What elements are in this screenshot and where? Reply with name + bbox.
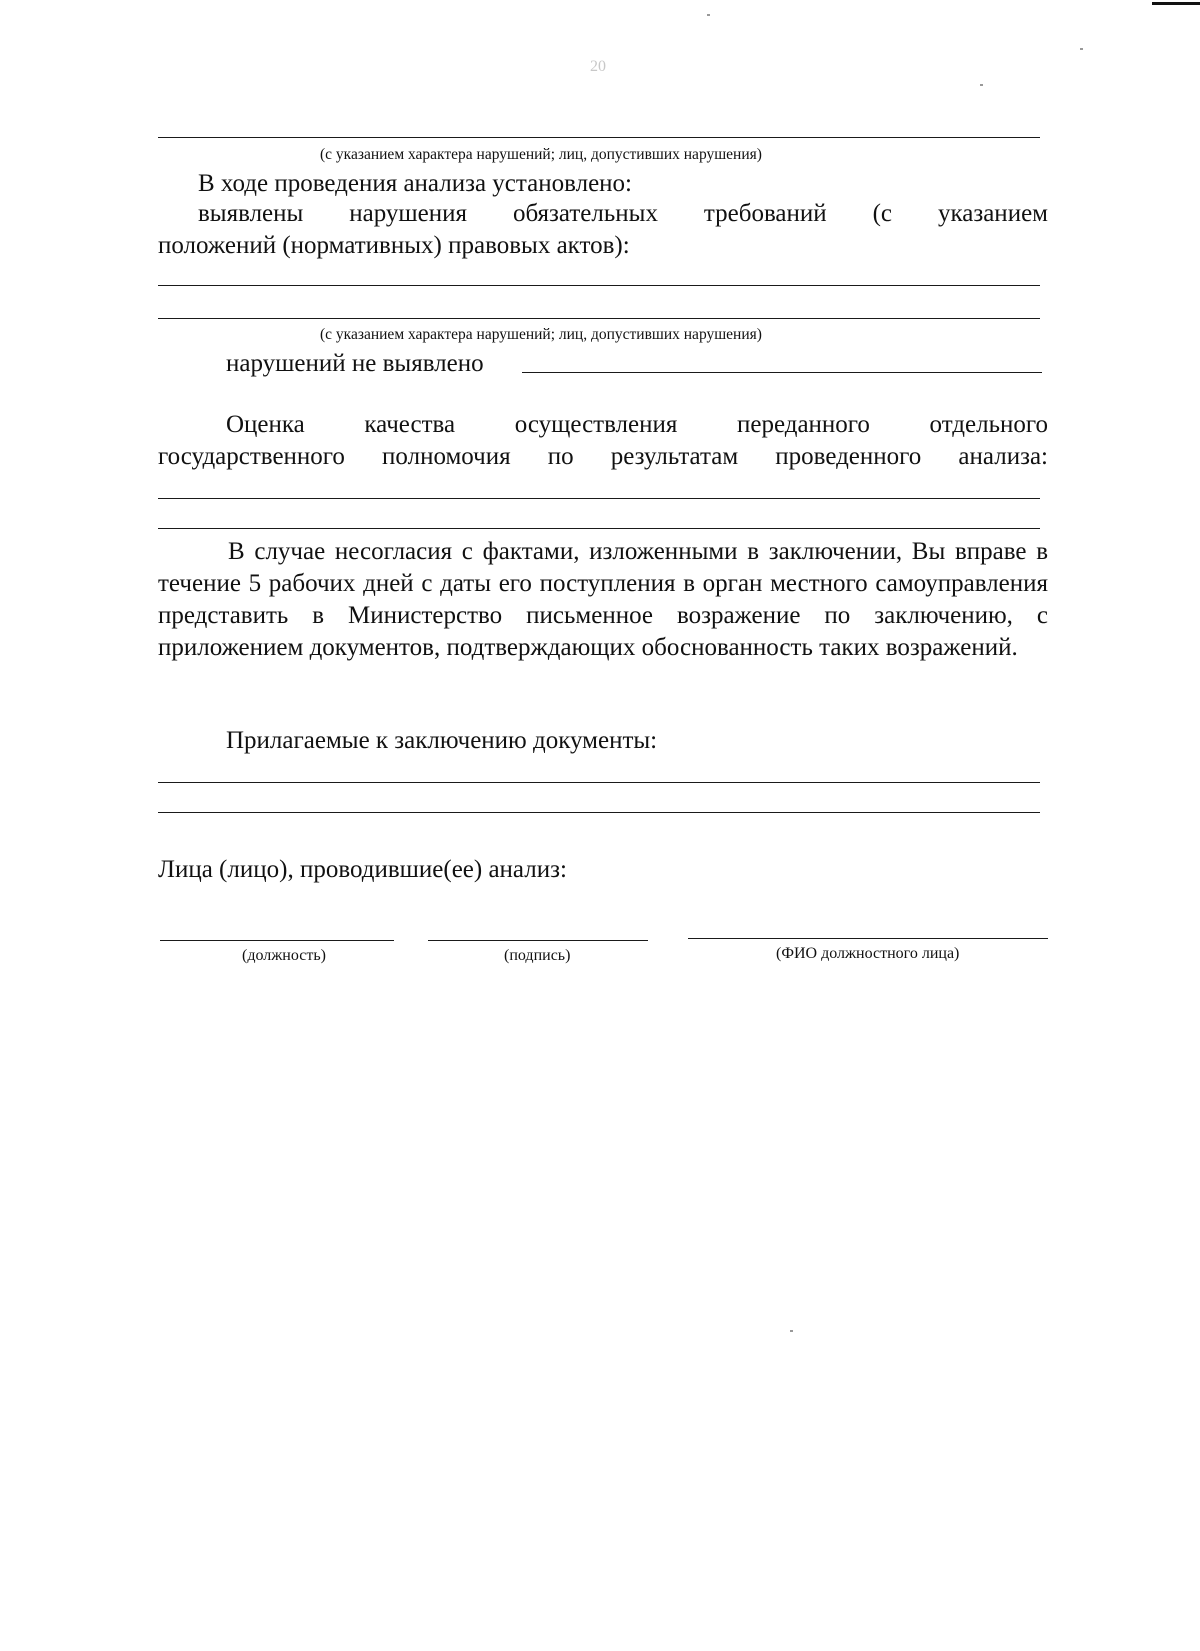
field-caption: (с указанием характера нарушений; лиц, допустивших нарушения) (320, 146, 762, 163)
page-number: 20 (590, 58, 606, 75)
quality-assessment-line1: Оценка качества осуществления переданного отдельного (226, 411, 1048, 438)
fill-line (158, 285, 1040, 286)
fill-line (158, 137, 1040, 138)
signature-line (428, 940, 648, 941)
analysis-intro: В ходе проведения анализа установлено: (198, 170, 632, 197)
name-caption: (ФИО должностного лица) (776, 945, 960, 962)
scan-speck (1080, 48, 1083, 50)
no-violations-label: нарушений не выявлено (226, 350, 484, 377)
violations-found-line1: выявлены нарушения обязательных требований (с указанием (198, 200, 1048, 227)
fill-line (158, 528, 1040, 529)
attachments-label: Прилагаемые к заключению документы: (226, 727, 658, 754)
fill-line (158, 812, 1040, 813)
name-line (688, 938, 1048, 939)
signature-caption: (подпись) (504, 947, 571, 964)
disagreement-paragraph: В случае несогласия с фактами, изложенными в заключении, Вы вправе в течение 5 рабочих дней с даты его поступления в орган местного самоуправления представить в Министерство письменное возражение по заключению, с приложением документов, подтверждающих обоснованность таких возражений. (158, 538, 1048, 661)
fill-line (158, 782, 1040, 783)
fill-line (158, 318, 1040, 319)
quality-assessment-line2: государственного полномочия по результатам проведенного анализа: (158, 443, 1048, 470)
persons-label: Лица (лицо), проводившие(ее) анализ: (158, 856, 567, 883)
fill-line (158, 498, 1040, 499)
position-line (160, 940, 394, 941)
violations-found-line2: положений (нормативных) правовых актов): (158, 232, 630, 259)
scan-speck (980, 84, 983, 86)
fill-line (522, 372, 1042, 373)
scan-speck (790, 1330, 793, 1332)
field-caption: (с указанием характера нарушений; лиц, допустивших нарушения) (320, 326, 762, 343)
position-caption: (должность) (242, 947, 326, 964)
scan-speck (707, 14, 710, 16)
corner-mark (1152, 2, 1200, 5)
